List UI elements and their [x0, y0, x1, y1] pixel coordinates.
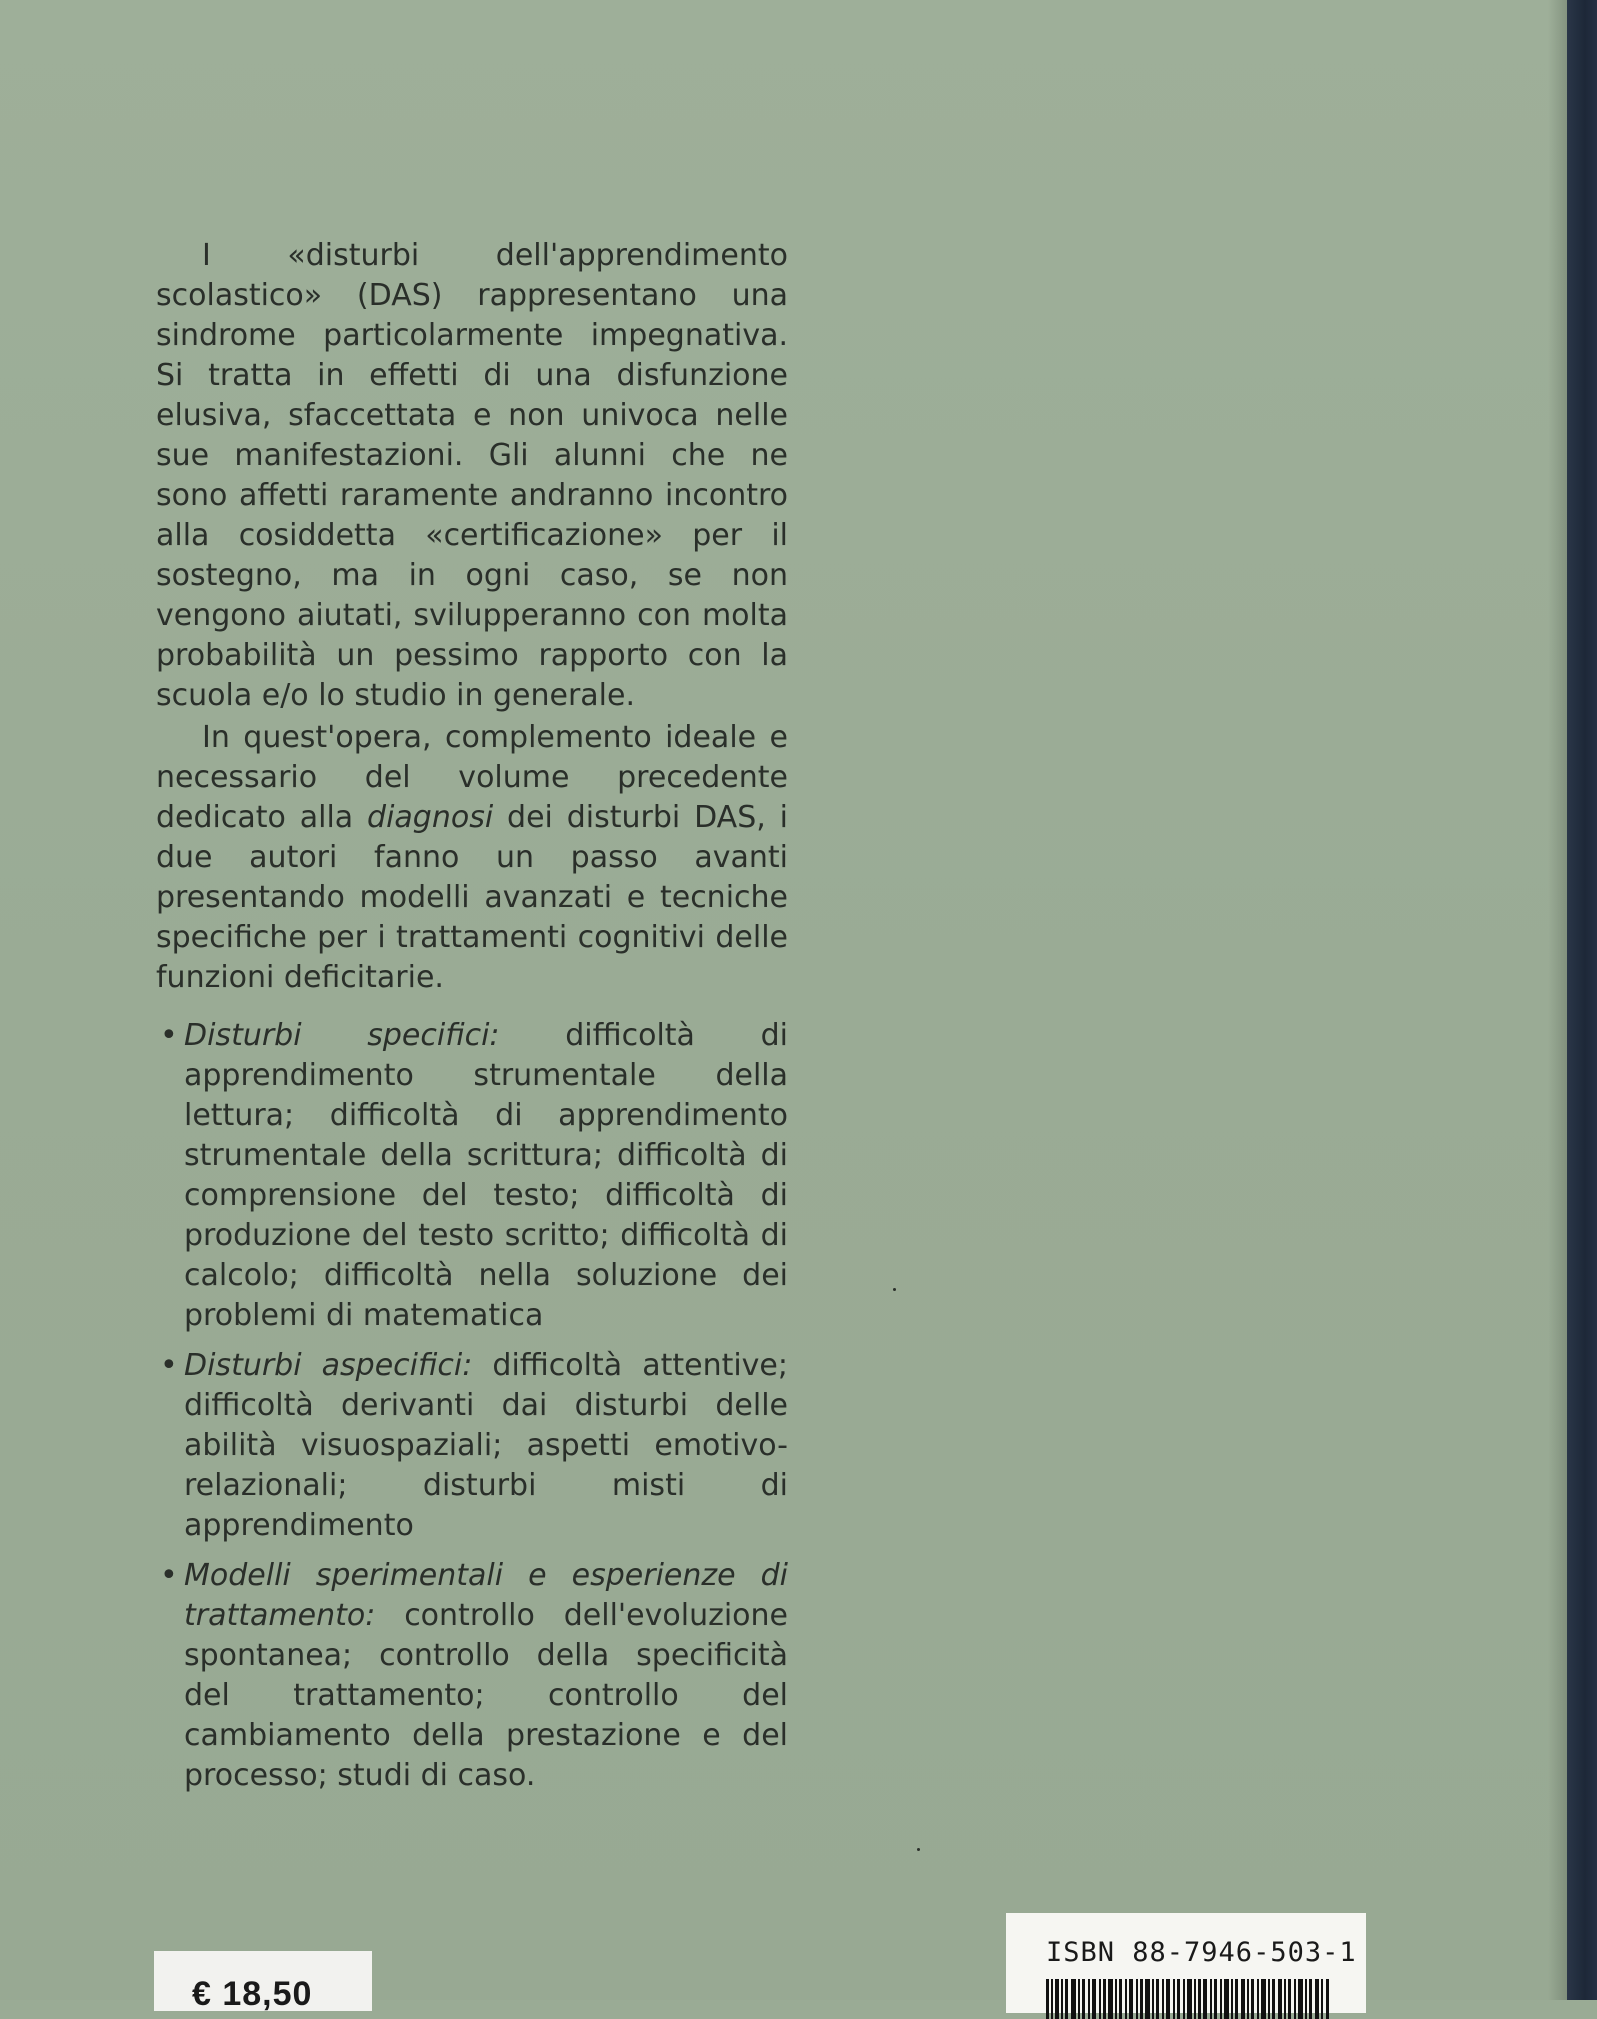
topic-item-modelli — [156, 1556, 788, 1796]
blurb-paragraph-2 — [156, 718, 788, 998]
isbn-text: ISBN 88-7946-503-1 — [1046, 1937, 1357, 1968]
topic-item-specifici — [156, 1016, 788, 1336]
isbn-label — [1006, 1913, 1366, 2013]
topic-title: Disturbi aspecifici: — [184, 1348, 473, 1383]
topic-title: Modelli sperimentali e esperienze di trattamento: — [184, 1558, 788, 1633]
barcode-icon — [1046, 1979, 1330, 2019]
book-edge — [1567, 0, 1597, 2000]
blurb-paragraph-1: I «disturbi dell'apprendimento scolastico» (DAS) rappresentano una sindrome particolarmente impegnativa. Si tratta in effetti di una disfunzione elusiva, sfaccettata e non univoca nelle sue manifestazioni. Gli alunni che ne sono affetti raramente andranno incontro alla cosiddetta «certificazione» per il sostegno, ma in ogni caso, se non vengono aiutati, svilupperanno con molta probabilità un pessimo rapporto con la scuola e/o lo studio in generale. — [156, 238, 788, 713]
paragraph-2-after: dei disturbi DAS, i due autori fanno un passo avanti presentando modelli avanzati e tecniche specifiche per i trattamenti cognitivi delle funzioni deficitarie. — [156, 800, 788, 995]
bullet-icon: • — [160, 1348, 178, 1383]
bullet-icon: • — [160, 1018, 178, 1053]
paragraph-2-emphasis: diagnosi — [367, 800, 494, 835]
blurb-text — [156, 236, 788, 1806]
topic-text: difficoltà attentive; difficoltà derivanti dai disturbi delle abilità visuospaziali; aspetti emotivo-relazionali; disturbi misti di apprendimento — [184, 1348, 788, 1543]
topic-text: difficoltà di apprendimento strumentale della lettura; difficoltà di apprendimento strumentale della scrittura; difficoltà di comprensione del testo; difficoltà di produzione del testo scritto; difficoltà di calcolo; difficoltà nella soluzione dei problemi di matematica — [184, 1018, 788, 1333]
bullet-icon: • — [160, 1558, 178, 1593]
topic-title: Disturbi specifici: — [184, 1018, 500, 1053]
topic-text: controllo dell'evoluzione spontanea; controllo della specificità del trattamento; controllo del cambiamento della prestazione e del processo; studi di caso. — [184, 1598, 788, 1793]
speck-mark — [893, 1288, 896, 1291]
paragraph-2-before: In quest'opera, complemento ideale e necessario del volume precedente dedicato alla — [156, 720, 788, 835]
price-label — [154, 1951, 372, 2011]
speck-mark — [917, 1848, 920, 1851]
price-text: € 18,50 — [192, 1975, 313, 2013]
topic-list — [156, 1016, 788, 1796]
topic-item-aspecifici — [156, 1346, 788, 1546]
